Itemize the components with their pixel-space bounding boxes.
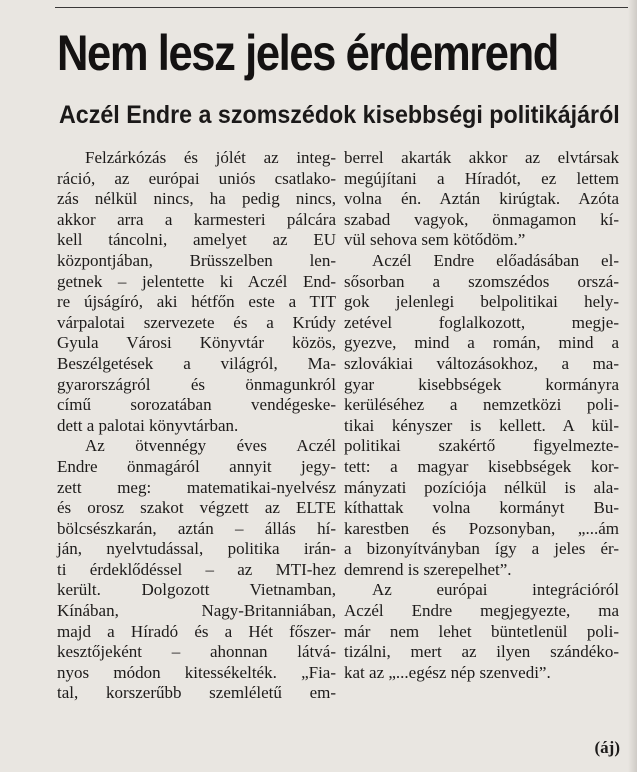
text-line: megújítani a Híradót, ez lettem xyxy=(344,168,619,188)
text-line: kesztőjeként – ahonnan látvá- xyxy=(57,642,336,662)
text-line: tizálni, mert az ilyen szándéko- xyxy=(344,642,619,662)
text-line: dett a palotai könyvtárban. xyxy=(57,415,239,435)
text-line: ti érdeklődéssel – az MTI-hez xyxy=(57,559,336,579)
text-line: Az európai integrációról xyxy=(372,580,619,600)
text-line: került. Dolgozott Vietnamban, xyxy=(57,580,336,600)
text-line: berrel akarták akkor az elvtársak xyxy=(344,148,619,167)
right-text-column xyxy=(344,148,619,683)
text-line: gyarországról és önmagunkról xyxy=(57,374,336,394)
text-line: vül sehova sem kötődöm.” xyxy=(344,230,526,250)
text-line: politikai szakértő figyelmezte- xyxy=(344,436,619,456)
text-line: ján, nyelvtudással, politika irán- xyxy=(57,539,336,559)
text-line: gyar kisebbségek kormányra xyxy=(344,374,619,394)
text-line: ráció, az európai uniós csatlako- xyxy=(57,168,336,188)
text-line: majd a Híradó és a Hét főszer- xyxy=(57,621,336,641)
text-line: várpalotai szervezete és a Krúdy xyxy=(57,312,336,332)
text-line: karestben és Pozsonyban, „...ám xyxy=(344,518,619,538)
text-line: zett meg: matematikai-nyelvész xyxy=(57,477,336,497)
text-line: a bizonyítványban így a jeles ér- xyxy=(344,539,619,559)
text-line: Aczél Endre megjegyezte, ma xyxy=(344,601,619,621)
text-line: tal, korszerűbb szemléletű em- xyxy=(57,683,336,703)
text-line: és orosz szakot végzett az ELTE xyxy=(57,498,336,518)
text-line: kell táncolni, amelyet az EU xyxy=(57,230,336,250)
text-line: Aczél Endre előadásában el- xyxy=(372,250,619,270)
text-line: kíthattak volna kormányt Bu- xyxy=(344,498,619,518)
text-line: szabad vagyok, önmagamon kí- xyxy=(344,209,619,229)
author-signature: (áj) xyxy=(594,738,620,757)
left-text-column xyxy=(57,148,336,704)
page-edge xyxy=(628,0,637,772)
text-line: Felzárkózás és jólét az integ- xyxy=(85,148,336,167)
text-line: volna én. Aztán kirúgtak. Azóta xyxy=(344,189,619,209)
text-line: szlovákiai változásokhoz, a ma- xyxy=(344,353,619,373)
text-line: tikai kényszer is kellett. A kül- xyxy=(344,415,619,435)
text-line: re újságíró, aki hétfőn este a TIT xyxy=(57,292,336,312)
text-line: bölcsészkarán, aztán – állás hí- xyxy=(57,518,336,538)
top-rule xyxy=(55,0,635,8)
subheadline: Aczél Endre a szomszédok kisebbségi politikájáról xyxy=(59,101,620,129)
headline: Nem lesz jeles érdemrend xyxy=(57,25,558,81)
text-line: gyezve, mind a román, mind a xyxy=(344,333,619,353)
text-line: sősorban a szomszédos orszá- xyxy=(344,271,619,291)
text-line: mányzati pozíciója nélkül is ala- xyxy=(344,477,619,497)
text-line: már nem lehet büntetlenül poli- xyxy=(344,621,619,641)
text-line: Gyula Városi Könyvtár közös, xyxy=(57,333,336,353)
text-line: Endre önmagáról annyit jegy- xyxy=(57,456,336,476)
text-line: kerüléséhez a nemzetközi poli- xyxy=(344,395,619,415)
text-line: akkor arra a karmesteri pálcára xyxy=(57,209,336,229)
text-line: kat az „...egész nép szenvedi”. xyxy=(344,662,551,682)
text-line: központjában, Brüsszelben len- xyxy=(57,250,336,270)
text-line: Kínában, Nagy-Britanniában, xyxy=(57,601,336,621)
text-line: Az ötvennégy éves Aczél xyxy=(85,436,336,456)
text-line: zás nélkül nincs, ha pedig nincs, xyxy=(57,189,336,209)
text-line: getnek – jelentette ki Aczél End- xyxy=(57,271,336,291)
text-line: tett: a magyar kisebbségek kor- xyxy=(344,456,619,476)
text-line: zetével foglalkozott, megje- xyxy=(344,312,619,332)
text-line: demrend is szerepelhet”. xyxy=(344,559,512,579)
text-line: című sorozatában vendégeske- xyxy=(57,395,336,415)
text-line: nyos módon kitessékelték. „Fia- xyxy=(57,662,336,682)
text-line: gok jelenlegi belpolitikai hely- xyxy=(344,292,619,312)
text-line: Beszélgetések a világról, Ma- xyxy=(57,353,336,373)
